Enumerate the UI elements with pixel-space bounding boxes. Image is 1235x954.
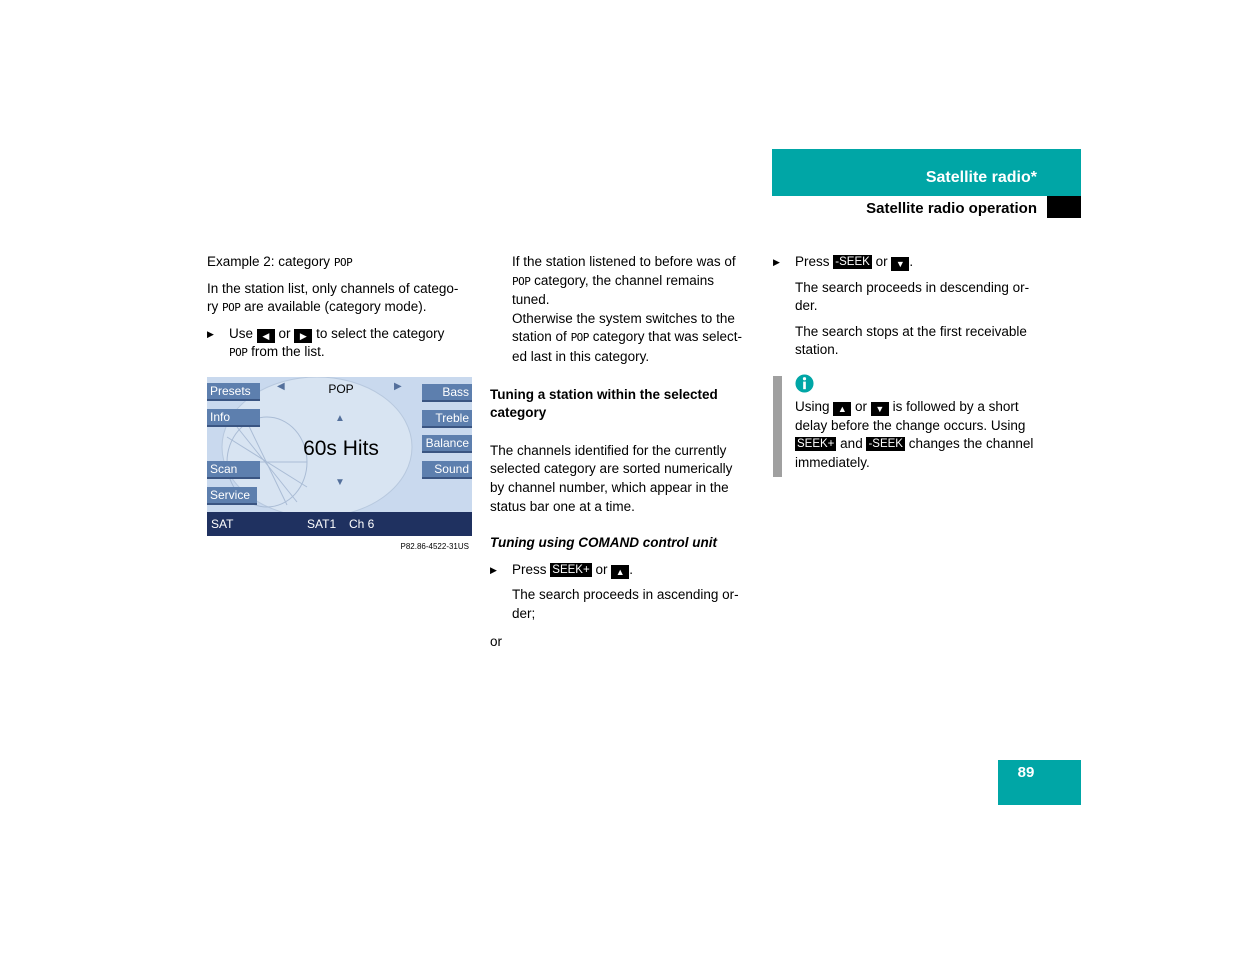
seek-plus-key-icon: SEEK+	[797, 438, 835, 451]
info-button: Info	[207, 409, 260, 427]
next-category-icon: ▶	[394, 381, 402, 392]
right-arrow-key-icon: ▶	[294, 329, 312, 343]
bullet-icon: ▶	[207, 328, 214, 339]
down-arrow-key-icon: ▼	[871, 402, 889, 416]
header-tab-marker	[1047, 196, 1081, 218]
down-arrow-key-icon: ▼	[891, 257, 909, 271]
example-caption: Example 2: category POP	[207, 254, 353, 269]
scan-button: Scan	[207, 461, 260, 479]
status-bar	[207, 512, 472, 536]
info-icon	[795, 374, 814, 393]
up-arrow-icon: ▲	[335, 413, 345, 424]
subheading: Tuning using COMAND control unit	[490, 535, 717, 551]
page-number: 89	[1017, 764, 1035, 781]
status-channel: Ch 6	[349, 517, 375, 531]
sound-button: Sound	[422, 461, 472, 479]
status-band: SAT	[211, 517, 234, 531]
left-arrow-key-icon: ◀	[257, 329, 275, 343]
category-name: POP	[328, 382, 354, 396]
bass-button: Bass	[422, 384, 472, 402]
step-item: ▶ Press -SEEK or ▼ .	[773, 253, 1053, 272]
section-heading: Tuning a station within the selected category	[490, 386, 718, 421]
figure-code: P82.86-4522-31US	[400, 542, 469, 551]
section-title: Satellite radio*	[925, 169, 1037, 186]
paragraph: The search proceeds in ascending or- der;	[512, 587, 739, 621]
category-label: POP	[333, 256, 353, 269]
paragraph: If the station listened to before was of POP category, the channel remains tuned. Otherwise the system switches to the station of POP category that was select- ed last in this category.	[512, 254, 743, 364]
paragraph: In the station list, only channels of catego- ry POP are available (category mode).	[207, 280, 459, 315]
seek-plus-key-icon: SEEK+	[552, 563, 590, 576]
bullet-icon: ▶	[490, 564, 497, 575]
channel-name: 60s Hits	[303, 437, 379, 460]
step-item: ▶ Use ◀ or ▶ to select the category POP from the list.	[207, 325, 445, 360]
down-arrow-icon: ▼	[335, 477, 345, 488]
seek-minus-key-icon: -SEEK	[868, 438, 903, 451]
up-arrow-key-icon: ▲	[833, 402, 851, 416]
info-note: Using ▲ or ▼ is followed by a short delay before the change occurs. Using SEEK+ and -SEEK changes the channel immediately.	[795, 399, 1034, 470]
status-station: SAT1	[307, 517, 337, 531]
service-button: Service	[207, 487, 257, 505]
paragraph: The search proceeds in descending or- der.	[795, 279, 1030, 314]
column-2	[490, 253, 760, 651]
bullet-icon: ▶	[773, 257, 780, 267]
step-item: ▶ Press SEEK+ or ▲ .	[490, 561, 760, 580]
info-note-bar	[773, 376, 782, 477]
radio-screen-figure	[207, 377, 472, 536]
treble-button: Treble	[422, 410, 472, 428]
column-1	[207, 253, 477, 363]
subsection-title: Satellite radio operation	[866, 200, 1037, 217]
or-line: or	[490, 633, 503, 649]
presets-button: Presets	[207, 383, 260, 401]
prev-category-icon: ◀	[277, 381, 285, 392]
balance-button: Balance	[422, 435, 472, 453]
paragraph: The search stops at the first receivable station.	[795, 323, 1027, 358]
up-arrow-key-icon: ▲	[611, 565, 629, 579]
column-3	[773, 253, 1053, 360]
paragraph: The channels identified for the currently selected category are sorted numerically by channel number, which appear in the status bar one at a time.	[490, 442, 733, 514]
seek-minus-key-icon: -SEEK	[835, 256, 870, 268]
